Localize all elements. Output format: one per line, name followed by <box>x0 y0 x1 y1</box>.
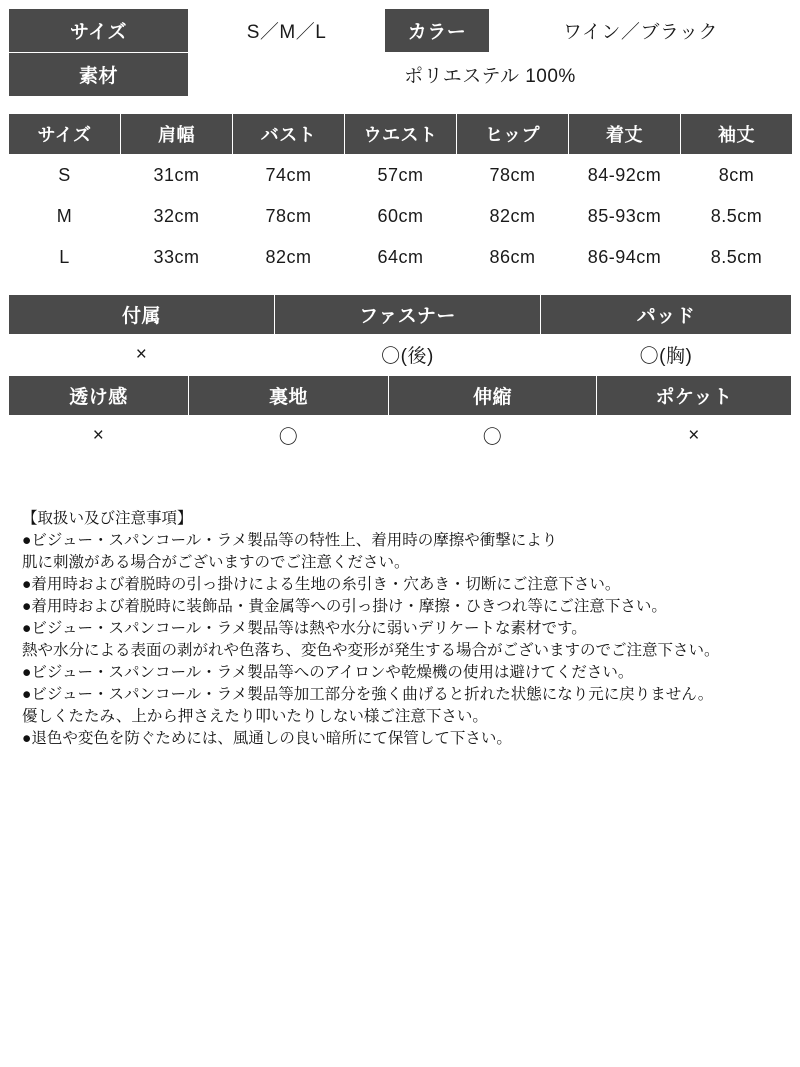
attr-header-stretch: 伸縮 <box>389 376 597 416</box>
size-header-shoulder: 肩幅 <box>121 114 233 155</box>
size-table <box>8 113 793 278</box>
note-line: ●ビジュー・スパンコール・ラメ製品等は熱や水分に弱いデリケートな素材です。 <box>22 620 587 637</box>
size-cell: S <box>9 155 121 196</box>
spec-label-material: 素材 <box>9 53 189 97</box>
attr-value-zipper: 〇(後) <box>275 335 541 375</box>
size-cell: 85-93cm <box>569 196 681 237</box>
attribute-table-2 <box>8 375 792 456</box>
size-cell: 84-92cm <box>569 155 681 196</box>
size-header-sleeve: 袖丈 <box>681 114 793 155</box>
note-line: 優しくたたみ、上から押さえたり叩いたりしない様ご注意下さい。 <box>22 708 488 725</box>
size-cell: 86cm <box>457 237 569 278</box>
size-header-length: 着丈 <box>569 114 681 155</box>
note-line: ●退色や変色を防ぐためには、風通しの良い暗所にて保管して下さい。 <box>22 730 512 747</box>
size-cell: 8cm <box>681 155 793 196</box>
spec-label-size: サイズ <box>9 9 189 53</box>
table-header-row <box>9 376 792 416</box>
note-line: ●ビジュー・スパンコール・ラメ製品等加工部分を強く曲げると折れた状態になり元に戻りません。 <box>22 686 714 703</box>
size-cell: 64cm <box>345 237 457 278</box>
size-cell: 78cm <box>457 155 569 196</box>
attr-value-sheer: × <box>9 416 189 456</box>
spec-label-color: カラー <box>385 9 490 53</box>
attr-value-accessory: × <box>9 335 275 375</box>
size-header-hip: ヒップ <box>457 114 569 155</box>
size-header-waist: ウエスト <box>345 114 457 155</box>
size-cell: 57cm <box>345 155 457 196</box>
table-row <box>9 237 793 278</box>
notes-section <box>8 508 792 750</box>
note-line: 熱や水分による表面の剥がれや色落ち、変色や変形が発生する場合がございますのでご注意下さい。 <box>22 642 720 659</box>
attribute-table-1 <box>8 294 792 375</box>
attr-value-lining: 〇 <box>189 416 389 456</box>
size-cell: 33cm <box>121 237 233 278</box>
table-header-row <box>9 295 792 335</box>
note-line: 肌に刺激がある場合がございますのでご注意ください。 <box>22 554 410 571</box>
note-line: ●ビジュー・スパンコール・ラメ製品等の特性上、着用時の摩擦や衝撃により <box>22 532 558 549</box>
attr-value-stretch: 〇 <box>389 416 597 456</box>
attr-header-zipper: ファスナー <box>275 295 541 335</box>
size-cell: 74cm <box>233 155 345 196</box>
attr-header-lining: 裏地 <box>189 376 389 416</box>
table-header-row <box>9 114 793 155</box>
size-cell: 86-94cm <box>569 237 681 278</box>
attr-header-pad: パッド <box>541 295 792 335</box>
notes-title: 【取扱い及び注意事項】 <box>22 510 193 527</box>
table-row <box>9 196 793 237</box>
size-cell: 8.5cm <box>681 196 793 237</box>
size-cell: 82cm <box>457 196 569 237</box>
attr-value-pocket: × <box>597 416 792 456</box>
attr-header-pocket: ポケット <box>597 376 792 416</box>
table-row <box>9 9 792 53</box>
note-line: ●着用時および着脱時の引っ掛けによる生地の糸引き・穴あき・切断にご注意下さい。 <box>22 576 621 593</box>
size-cell: 8.5cm <box>681 237 793 278</box>
spec-table <box>8 8 792 97</box>
attr-header-accessory: 付属 <box>9 295 275 335</box>
table-row <box>9 416 792 456</box>
spec-value-size: S／M／L <box>189 9 385 53</box>
spec-value-material: ポリエステル 100% <box>189 53 792 97</box>
table-row <box>9 335 792 375</box>
table-row <box>9 53 792 97</box>
size-cell: L <box>9 237 121 278</box>
size-cell: 78cm <box>233 196 345 237</box>
note-line: ●ビジュー・スパンコール・ラメ製品等へのアイロンや乾燥機の使用は避けてください。 <box>22 664 634 681</box>
size-cell: 31cm <box>121 155 233 196</box>
size-header-bust: バスト <box>233 114 345 155</box>
note-line: ●着用時および着脱時に装飾品・貴金属等への引っ掛け・摩擦・ひきつれ等にご注意下さい。 <box>22 598 667 615</box>
size-cell: 32cm <box>121 196 233 237</box>
spec-value-color: ワイン／ブラック <box>490 9 792 53</box>
size-cell: M <box>9 196 121 237</box>
attr-header-sheer: 透け感 <box>9 376 189 416</box>
table-row <box>9 155 793 196</box>
size-header-size: サイズ <box>9 114 121 155</box>
attr-value-pad: 〇(胸) <box>541 335 792 375</box>
size-cell: 60cm <box>345 196 457 237</box>
size-cell: 82cm <box>233 237 345 278</box>
